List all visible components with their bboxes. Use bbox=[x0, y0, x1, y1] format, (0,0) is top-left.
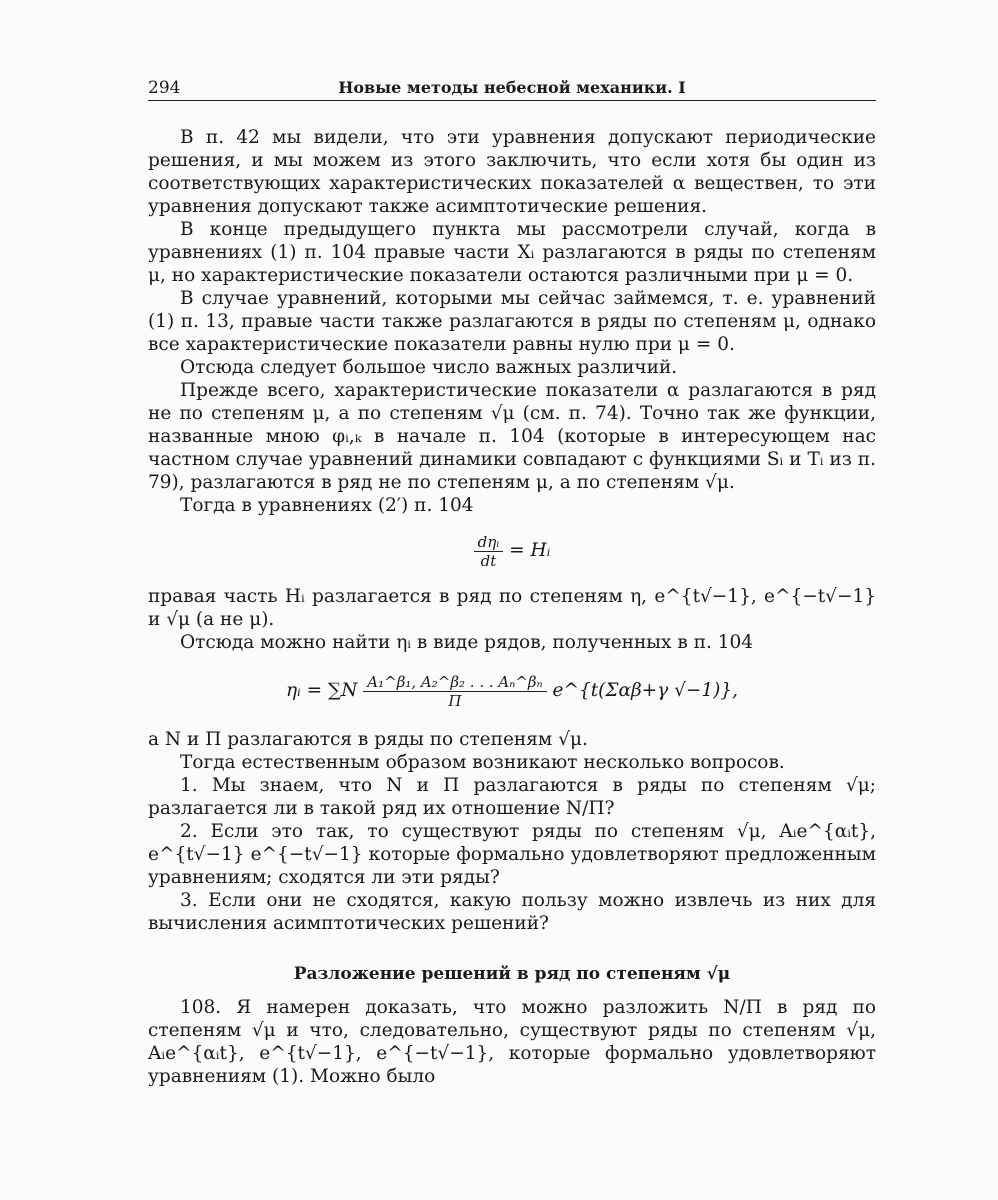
paragraph: Тогда в уравнениях (2′) п. 104 bbox=[180, 495, 474, 516]
question-3: 3. Если они не сходятся, какую пользу можно извлечь из них для вычисления асимптотических решений? bbox=[148, 890, 876, 934]
paragraph: а N и Π разлагаются в ряды по степеням √μ. bbox=[148, 729, 588, 750]
question-2: 2. Если это так, то существуют ряды по степеням √μ, Aᵢe^{αᵢt}, e^{t√−1} e^{−t√−1} которые формально удовлетворяют предложенным уравнениям; сходятся ли эти ряды? bbox=[148, 821, 876, 888]
paragraph: Прежде всего, характеристические показатели α разлагаются в ряд не по степеням μ, а по степеням √μ (см. п. 74). Точно так же функции, названные мною φᵢ,ₖ в начале п. 104 (которые в интересующем нас частном случае уравнений динамики совпадают с функциями Sᵢ и Tᵢ из п. 79), разлагаются в ряд не по степеням μ, а по степеням √μ. bbox=[148, 380, 876, 493]
equation-eta-series bbox=[148, 660, 876, 722]
fraction bbox=[474, 533, 504, 570]
fraction bbox=[363, 673, 546, 710]
question-1: 1. Мы знаем, что N и Π разлагаются в ряды по степеням √μ; разлагается ли в такой ряд их отношение N/Π? bbox=[148, 775, 876, 819]
paragraph: правая часть Hᵢ разлагается в ряд по степеням η, e^{t√−1}, e^{−t√−1} и √μ (а не μ). bbox=[148, 586, 876, 630]
paragraph: Отсюда следует большое число важных различий. bbox=[180, 357, 678, 378]
fraction-numerator: A₁^β₁, A₂^β₂ . . . Aₙ^βₙ bbox=[363, 673, 546, 692]
paragraph: Отсюда можно найти ηᵢ в виде рядов, полученных в п. 104 bbox=[180, 632, 754, 653]
paragraph: В п. 42 мы видели, что эти уравнения допускают периодические решения, и мы можем из этого заключить, что если хотя бы один из соответствующих характеристических показателей α веществен, то эти уравнения допускают также асимптотические решения. bbox=[148, 127, 876, 217]
fraction-denominator: Π bbox=[448, 691, 462, 710]
equation-lhs: ηᵢ = ∑N bbox=[285, 680, 358, 701]
page-body bbox=[148, 126, 876, 1088]
equation-dh bbox=[148, 523, 876, 579]
fraction-denominator: dt bbox=[480, 551, 497, 570]
paragraph: В случае уравнений, которыми мы сейчас займемся, т. е. уравнений (1) п. 13, правые части также разлагаются в ряды по степеням μ, однако все характеристические показатели равны нулю при μ = 0. bbox=[148, 288, 876, 355]
page-number: 294 bbox=[148, 78, 181, 98]
paragraph: Тогда естественным образом возникают несколько вопросов. bbox=[180, 752, 785, 773]
fraction-numerator: dηᵢ bbox=[474, 533, 504, 552]
running-title: Новые методы небесной механики. I bbox=[338, 78, 686, 97]
equation-exponential: e^{t(Σαβ+γ √−1)}, bbox=[552, 680, 739, 701]
paragraph: В конце предыдущего пункта мы рассмотрели случай, когда в уравнениях (1) п. 104 правые части Xᵢ разлагаются в ряды по степеням μ, но характеристические показатели остаются различными при μ = 0. bbox=[148, 219, 876, 286]
equation-rhs: = Hᵢ bbox=[509, 540, 551, 561]
section-heading: Разложение решений в ряд по степеням √μ bbox=[293, 964, 731, 984]
page-header bbox=[148, 78, 876, 101]
paragraph: 108. Я намерен доказать, что можно разложить N/Π в ряд по степеням √μ и что, следовательно, существуют ряды по степеням √μ, Aᵢe^{αᵢt}, e^{t√−1}, e^{−t√−1}, которые формально удовлетворяют уравнениям (1). Можно было bbox=[148, 997, 876, 1087]
